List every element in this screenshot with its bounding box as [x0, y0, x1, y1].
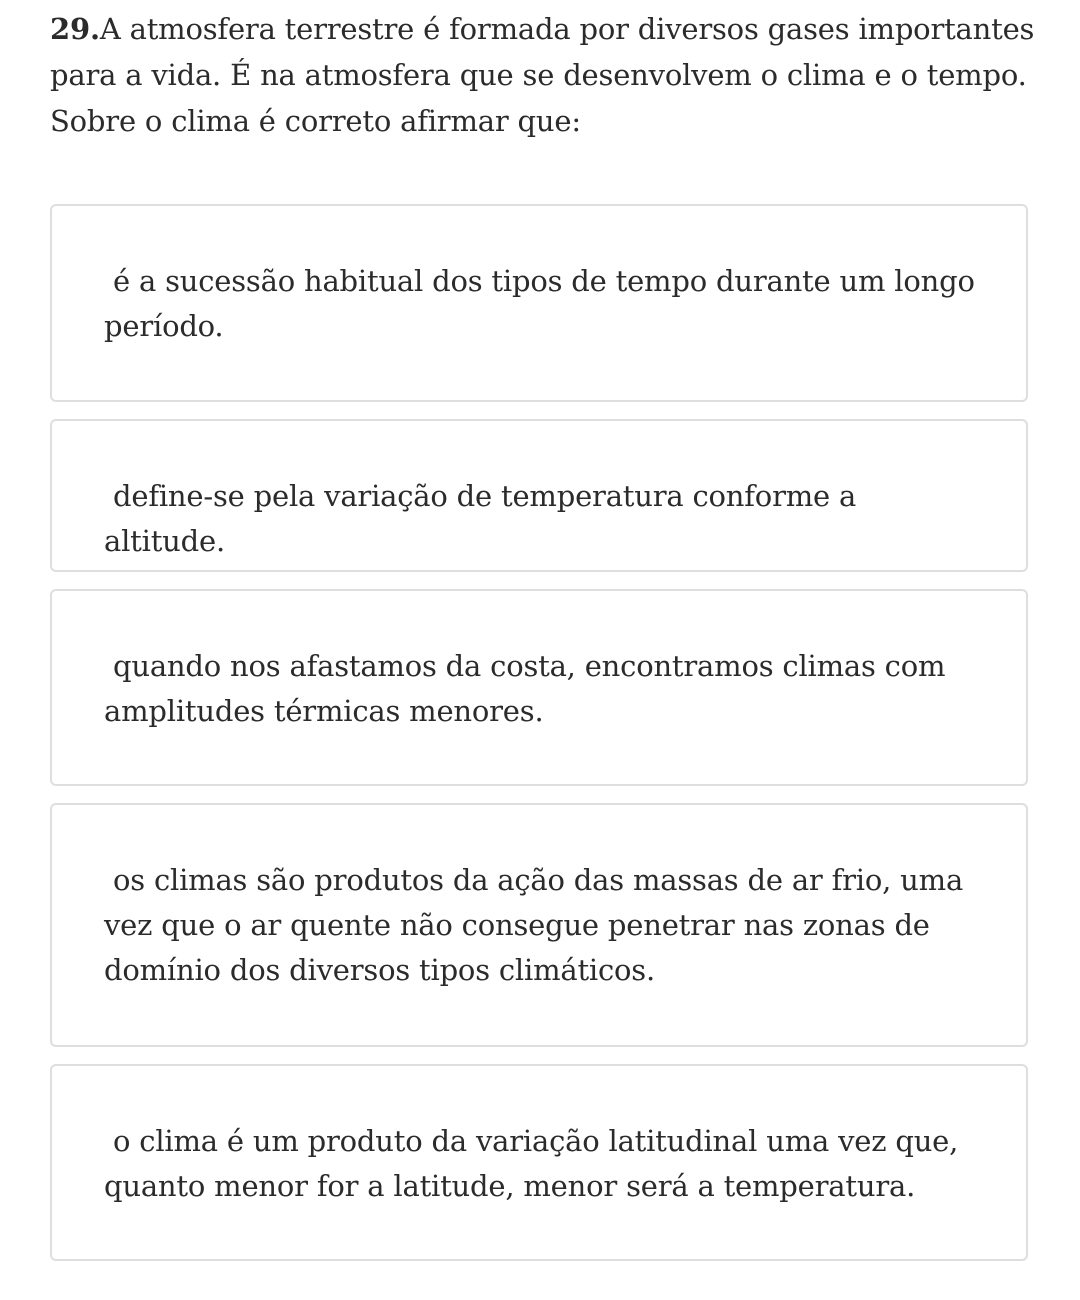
answer-option-d[interactable] [50, 803, 1028, 1047]
answer-option-e[interactable] [50, 1064, 1028, 1261]
answer-option-b-text: define-se pela variação de temperatura conforme a altitude. [104, 479, 857, 558]
question-body: A atmosfera terrestre é formada por diversos gases importantes para a vida. É na atmosfera que se desenvolvem o clima e o tempo. Sobre o clima é correto afirmar que: [50, 12, 1035, 138]
answer-option-b[interactable] [50, 419, 1028, 572]
question-number: 29. [50, 12, 100, 46]
answer-option-a-text: é a sucessão habitual dos tipos de tempo durante um longo período. [104, 264, 975, 343]
answer-option-e-text: o clima é um produto da variação latitudinal uma vez que, quanto menor for a latitude, menor será a temperatura. [104, 1124, 959, 1203]
answer-option-d-text: os climas são produtos da ação das massas de ar frio, uma vez que o ar quente não consegue penetrar nas zonas de domínio dos diversos tipos climáticos. [104, 863, 964, 987]
answer-option-c-text: quando nos afastamos da costa, encontramos climas com amplitudes térmicas menores. [104, 649, 946, 728]
question-text [50, 6, 1040, 144]
answer-option-c[interactable] [50, 589, 1028, 786]
answer-option-a[interactable] [50, 204, 1028, 402]
